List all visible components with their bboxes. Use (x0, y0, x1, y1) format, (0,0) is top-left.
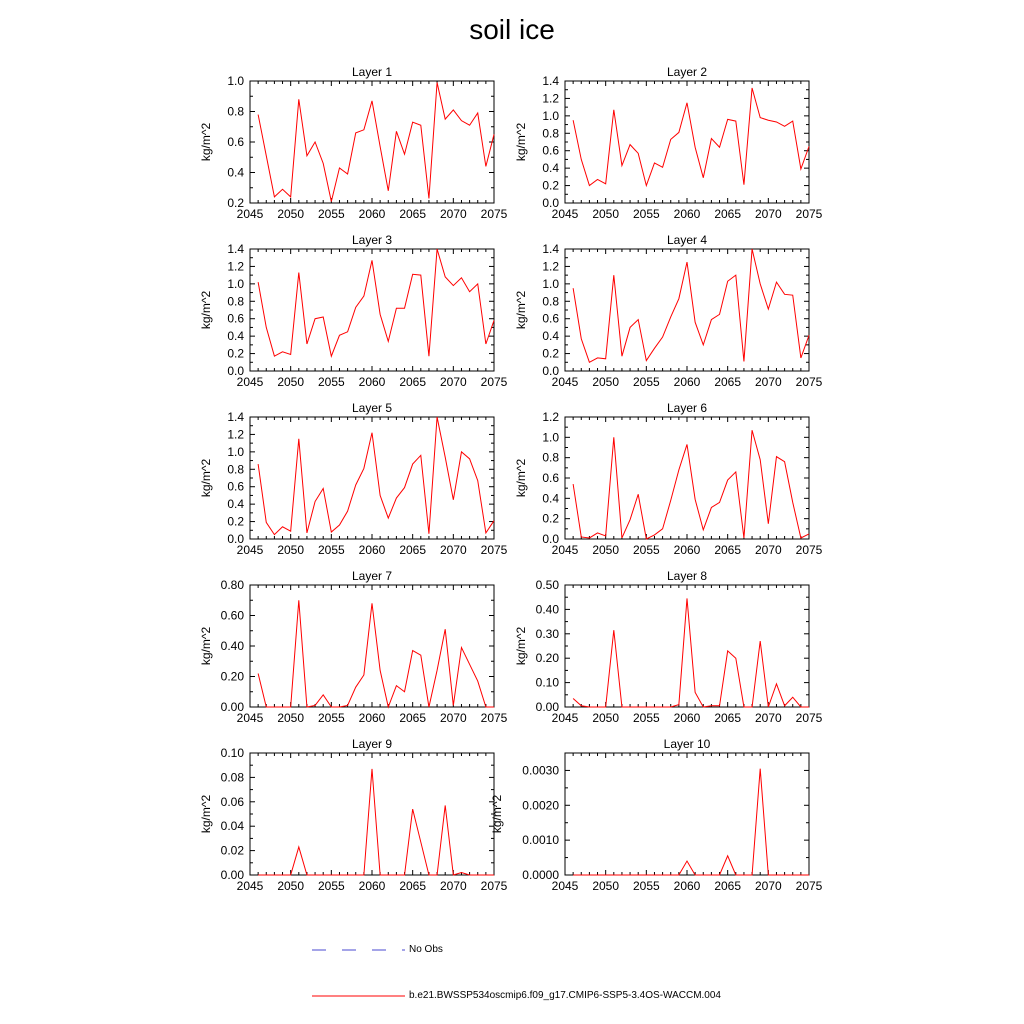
x-tick-label: 2050 (277, 543, 305, 557)
y-tick-label: 0.80 (220, 578, 244, 592)
x-tick-label: 2050 (592, 375, 620, 389)
y-tick-label: 0.4 (542, 491, 559, 506)
x-tick-label: 2050 (592, 879, 620, 893)
y-tick-label: 0.04 (220, 819, 244, 834)
x-tick-label: 2065 (399, 375, 427, 389)
x-tick-label: 2055 (632, 543, 660, 557)
y-tick-label: 0.4 (227, 497, 244, 512)
y-tick-label: 1.4 (542, 242, 559, 256)
y-tick-label: 0.0 (227, 532, 244, 546)
panel-title: Layer 2 (666, 65, 708, 79)
y-tick-label: 0.0030 (522, 763, 559, 778)
x-tick-label: 2075 (480, 207, 508, 221)
y-tick-label: 0.8 (227, 462, 244, 477)
y-tick-label: 1.0 (542, 108, 559, 123)
x-tick-label: 2060 (673, 375, 701, 389)
y-tick-label: 1.2 (227, 259, 244, 274)
series-line (258, 769, 494, 875)
y-tick-label: 0.0 (227, 364, 244, 378)
panel-layer-2 (514, 65, 823, 221)
y-tick-label: 0.0010 (522, 833, 559, 848)
y-axis-label: kg/m^2 (490, 794, 504, 834)
y-tick-label: 1.0 (542, 276, 559, 291)
y-tick-label: 0.2 (227, 346, 244, 361)
x-tick-label: 2060 (358, 711, 386, 725)
y-tick-label: 1.4 (227, 242, 244, 256)
y-tick-label: 0.0000 (522, 868, 559, 882)
x-tick-label: 2045 (551, 375, 579, 389)
y-tick-label: 1.2 (542, 259, 559, 274)
series-line (258, 600, 494, 707)
series-line (573, 88, 809, 186)
y-axis-label: kg/m^2 (199, 290, 213, 330)
x-tick-label: 2075 (795, 207, 823, 221)
x-tick-label: 2070 (439, 711, 467, 725)
y-tick-label: 0.4 (227, 329, 244, 344)
y-tick-label: 0.2 (542, 511, 559, 526)
x-tick-label: 2060 (673, 207, 701, 221)
x-tick-label: 2055 (632, 711, 660, 725)
x-tick-label: 2070 (754, 543, 782, 557)
x-tick-label: 2070 (439, 375, 467, 389)
y-axis-label: kg/m^2 (514, 290, 528, 330)
panel-title: Layer 8 (666, 569, 708, 583)
x-tick-label: 2070 (439, 207, 467, 221)
panel-title: Layer 9 (351, 737, 393, 751)
x-tick-label: 2075 (480, 879, 508, 893)
y-tick-label: 0.8 (542, 294, 559, 309)
y-tick-label: 0.20 (220, 669, 244, 684)
y-axis-label: kg/m^2 (514, 626, 528, 666)
y-tick-label: 0.10 (220, 746, 244, 760)
x-tick-label: 2070 (439, 543, 467, 557)
y-tick-label: 0.4 (227, 165, 244, 180)
plot-frame (565, 753, 809, 875)
y-tick-label: 0.00 (535, 700, 559, 714)
x-tick-label: 2050 (277, 711, 305, 725)
y-tick-label: 0.2 (227, 196, 244, 210)
x-tick-label: 2055 (317, 543, 345, 557)
plot-frame (565, 249, 809, 371)
x-tick-label: 2050 (277, 375, 305, 389)
panel-layer-3 (199, 233, 508, 389)
y-tick-label: 0.00 (220, 868, 244, 882)
y-tick-label: 0.50 (535, 578, 559, 592)
x-tick-label: 2060 (673, 879, 701, 893)
series-line (258, 417, 494, 535)
panel-title: Layer 7 (351, 569, 393, 583)
x-tick-label: 2075 (795, 879, 823, 893)
y-tick-label: 0.4 (542, 161, 559, 176)
y-tick-label: 0.02 (220, 843, 244, 858)
y-tick-label: 0.6 (542, 471, 559, 485)
x-tick-label: 2055 (317, 879, 345, 893)
y-tick-label: 0.20 (535, 651, 559, 666)
y-tick-label: 0.0 (542, 196, 559, 210)
x-tick-label: 2060 (358, 879, 386, 893)
x-tick-label: 2070 (754, 879, 782, 893)
x-tick-label: 2065 (714, 879, 742, 893)
series-line (573, 249, 809, 362)
x-tick-label: 2045 (236, 207, 264, 221)
y-tick-label: 0.6 (227, 135, 244, 149)
x-tick-label: 2065 (399, 879, 427, 893)
panel-title: Layer 5 (351, 401, 393, 415)
x-tick-label: 2045 (551, 879, 579, 893)
y-tick-label: 0.2 (542, 178, 559, 193)
y-tick-label: 0.0 (542, 364, 559, 378)
y-tick-label: 1.4 (542, 74, 559, 88)
x-tick-label: 2045 (551, 207, 579, 221)
x-tick-label: 2065 (714, 711, 742, 725)
x-tick-label: 2070 (754, 375, 782, 389)
y-axis-label: kg/m^2 (514, 122, 528, 162)
x-tick-label: 2065 (714, 543, 742, 557)
x-tick-label: 2050 (592, 543, 620, 557)
x-tick-label: 2060 (673, 543, 701, 557)
panel-layer-9 (199, 737, 508, 893)
x-tick-label: 2050 (277, 879, 305, 893)
x-tick-label: 2045 (236, 711, 264, 725)
y-tick-label: 0.6 (227, 311, 244, 326)
y-tick-label: 1.0 (227, 276, 244, 291)
y-tick-label: 0.6 (542, 311, 559, 326)
legend-label-no-obs: No Obs (409, 944, 443, 955)
y-tick-label: 0.8 (227, 294, 244, 309)
x-tick-label: 2065 (399, 543, 427, 557)
y-tick-label: 0.6 (227, 479, 244, 494)
series-line (573, 769, 809, 875)
y-tick-label: 0.4 (542, 329, 559, 344)
y-tick-label: 0.2 (227, 514, 244, 529)
y-axis-label: kg/m^2 (199, 626, 213, 666)
y-tick-label: 0.6 (542, 143, 559, 158)
y-tick-label: 0.00 (220, 700, 244, 714)
panel-title: Layer 10 (663, 737, 711, 751)
figure-title: soil ice (469, 14, 555, 45)
x-tick-label: 2065 (714, 207, 742, 221)
x-tick-label: 2075 (480, 711, 508, 725)
y-tick-label: 1.2 (542, 91, 559, 106)
y-tick-label: 1.2 (542, 410, 559, 424)
panel-title: Layer 1 (351, 65, 393, 79)
panel-layer-5 (199, 401, 508, 557)
x-tick-label: 2065 (399, 711, 427, 725)
x-tick-label: 2075 (480, 375, 508, 389)
y-tick-label: 0.0020 (522, 798, 559, 813)
series-line (573, 598, 809, 707)
series-line (258, 83, 494, 202)
x-tick-label: 2050 (592, 711, 620, 725)
x-tick-label: 2055 (632, 375, 660, 389)
x-tick-label: 2075 (795, 543, 823, 557)
y-tick-label: 1.0 (542, 430, 559, 445)
y-tick-label: 0.0 (542, 532, 559, 546)
x-tick-label: 2065 (399, 207, 427, 221)
y-tick-label: 1.4 (227, 410, 244, 424)
y-tick-label: 0.40 (220, 639, 244, 653)
panel-layer-10 (490, 737, 823, 893)
y-axis-label: kg/m^2 (199, 458, 213, 498)
plot-frame (565, 81, 809, 203)
panel-layer-4 (514, 233, 823, 389)
x-tick-label: 2050 (592, 207, 620, 221)
series-line (573, 430, 809, 539)
x-tick-label: 2060 (358, 207, 386, 221)
x-tick-label: 2045 (236, 879, 264, 893)
y-tick-label: 0.8 (227, 104, 244, 119)
panel-title: Layer 4 (666, 233, 708, 247)
panel-title: Layer 3 (351, 233, 393, 247)
y-tick-label: 1.2 (227, 427, 244, 442)
plot-frame (250, 81, 494, 203)
x-tick-label: 2060 (673, 711, 701, 725)
series-line (258, 249, 494, 356)
y-tick-label: 1.0 (227, 444, 244, 459)
y-axis-label: kg/m^2 (199, 794, 213, 834)
plot-frame (565, 417, 809, 539)
x-tick-label: 2075 (795, 375, 823, 389)
x-tick-label: 2045 (236, 543, 264, 557)
x-tick-label: 2045 (551, 711, 579, 725)
x-tick-label: 2055 (317, 207, 345, 221)
x-tick-label: 2060 (358, 543, 386, 557)
y-tick-label: 0.10 (535, 675, 559, 690)
x-tick-label: 2055 (632, 207, 660, 221)
x-tick-label: 2045 (551, 543, 579, 557)
legend-label-model: b.e21.BWSSP534oscmip6.f09_g17.CMIP6-SSP5-3.4OS-WACCM.004 (409, 990, 721, 1001)
x-tick-label: 2075 (795, 711, 823, 725)
y-tick-label: 0.8 (542, 450, 559, 465)
y-tick-label: 0.2 (542, 346, 559, 361)
x-tick-label: 2075 (480, 543, 508, 557)
panel-title: Layer 6 (666, 401, 708, 415)
y-tick-label: 0.30 (535, 626, 559, 641)
x-tick-label: 2060 (358, 375, 386, 389)
x-tick-label: 2055 (317, 711, 345, 725)
x-tick-label: 2055 (632, 879, 660, 893)
y-tick-label: 0.08 (220, 770, 244, 785)
panel-layer-1 (199, 65, 508, 221)
x-tick-label: 2070 (754, 711, 782, 725)
y-tick-label: 0.06 (220, 794, 244, 809)
x-tick-label: 2045 (236, 375, 264, 389)
x-tick-label: 2070 (754, 207, 782, 221)
y-tick-label: 0.8 (542, 126, 559, 141)
y-tick-label: 0.60 (220, 608, 244, 623)
y-tick-label: 1.0 (227, 74, 244, 88)
y-axis-label: kg/m^2 (199, 122, 213, 162)
x-tick-label: 2055 (317, 375, 345, 389)
x-tick-label: 2070 (439, 879, 467, 893)
panel-layer-6 (514, 401, 823, 557)
x-tick-label: 2065 (714, 375, 742, 389)
x-tick-label: 2050 (277, 207, 305, 221)
panel-layer-7 (199, 569, 508, 725)
panel-layer-8 (514, 569, 823, 725)
y-tick-label: 0.40 (535, 602, 559, 617)
y-axis-label: kg/m^2 (514, 458, 528, 498)
